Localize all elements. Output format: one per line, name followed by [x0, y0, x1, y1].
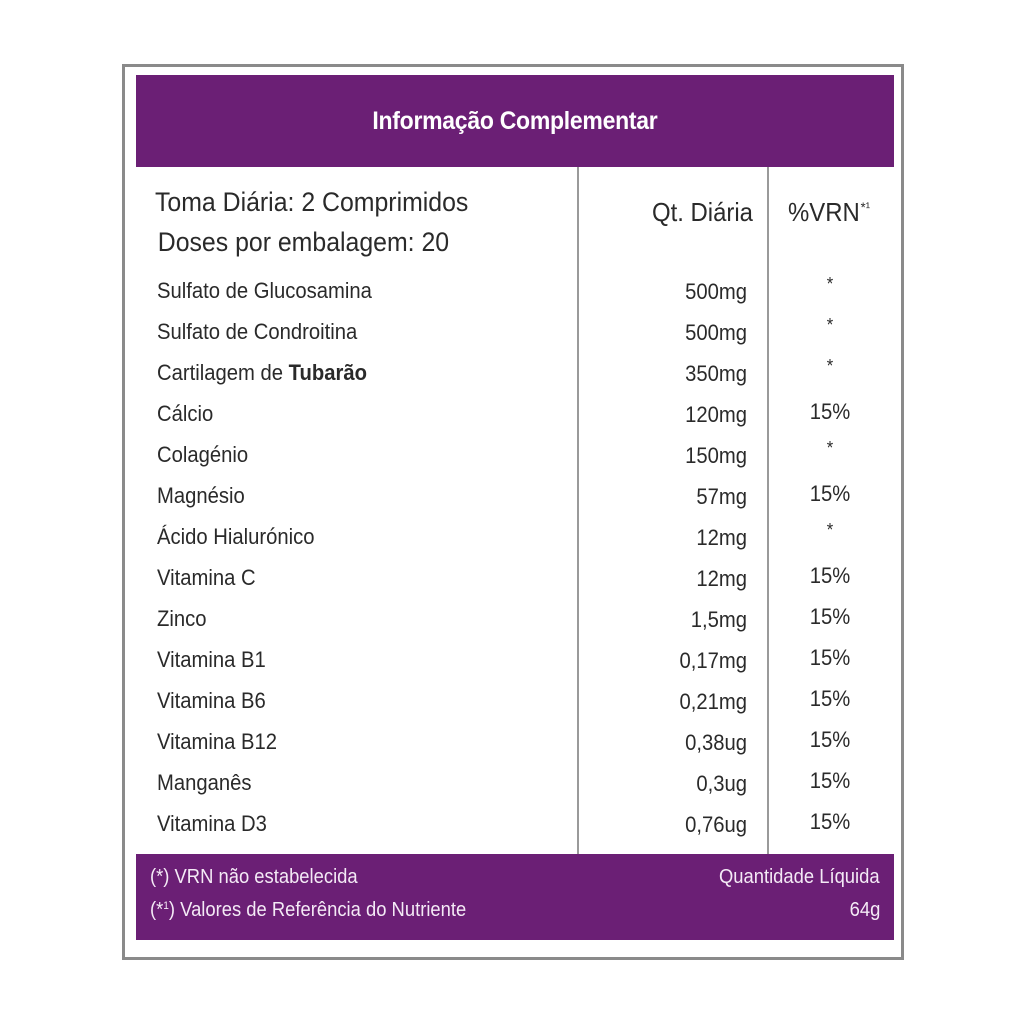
nutrient-name: Vitamina B1: [157, 647, 266, 672]
table-row: [125, 559, 901, 600]
nutrient-name: Magnésio: [157, 483, 245, 508]
nutrient-name: Ácido Hialurónico: [157, 524, 315, 549]
table-row: [125, 354, 901, 395]
nutrient-vrn: 15%: [809, 604, 851, 629]
panel-footer: [136, 854, 894, 940]
net-quantity-value: 64g: [849, 899, 880, 921]
table-row: [125, 641, 901, 682]
nutrient-name: Sulfato de Glucosamina: [157, 278, 372, 303]
nutrient-vrn: 15%: [809, 563, 851, 588]
nutrient-name: [157, 360, 367, 386]
nutrient-quantity: 12mg: [696, 566, 747, 591]
nutrient-quantity: 1,5mg: [690, 607, 747, 632]
table-row: [125, 477, 901, 518]
nutrition-info-panel: [122, 64, 904, 960]
table-row: [125, 395, 901, 436]
nutrient-quantity: 120mg: [685, 402, 747, 427]
table-row: [125, 764, 901, 805]
nutrient-name: Vitamina B12: [157, 729, 278, 754]
nutrient-vrn: 15%: [809, 727, 851, 752]
table-row: [125, 436, 901, 477]
nutrient-quantity: 0,21mg: [679, 689, 747, 714]
nutrient-name: Vitamina C: [157, 565, 256, 590]
table-row: [125, 805, 901, 846]
nutrient-name: Sulfato de Condroitina: [157, 319, 358, 344]
nutrient-name: Vitamina B6: [157, 688, 266, 713]
table-row: [125, 600, 901, 641]
doses-per-pack-text: Doses por embalagem: 20: [157, 227, 450, 257]
serving-info: [155, 182, 468, 262]
table-row: [125, 313, 901, 354]
nutrient-quantity: 0,38ug: [685, 730, 747, 755]
nutrient-name: Vitamina D3: [157, 811, 267, 836]
table-row: [125, 518, 901, 559]
footnote-sup: 1: [163, 900, 169, 912]
footnote-open: (*: [150, 899, 164, 921]
nutrient-name-prefix: Cartilagem de: [157, 360, 289, 385]
nutrient-vrn: *: [826, 315, 834, 335]
column-header-quantity: Qt. Diária: [651, 197, 753, 227]
nutrient-vrn: 15%: [809, 768, 851, 793]
table-row: [125, 723, 901, 764]
nutrient-quantity: 150mg: [685, 443, 747, 468]
nutrient-name: Manganês: [157, 770, 252, 795]
nutrient-vrn: *: [826, 274, 834, 294]
nutrient-vrn: *: [826, 520, 834, 540]
vrn-label: %VRN: [787, 197, 860, 227]
nutrient-quantity: 0,76ug: [685, 812, 747, 837]
nutrient-vrn: 15%: [809, 686, 851, 711]
nutrient-quantity: 12mg: [696, 525, 747, 550]
nutrient-vrn: *: [826, 356, 834, 376]
nutrient-quantity: 500mg: [685, 279, 747, 304]
nutrient-name: Colagénio: [157, 442, 249, 467]
vrn-footnote-marker: *¹: [860, 199, 870, 215]
nutrient-quantity: 0,17mg: [679, 648, 747, 673]
table-row: [125, 682, 901, 723]
panel-header: [136, 75, 894, 167]
nutrient-quantity: 500mg: [685, 320, 747, 345]
footnote-vrn-not-established: (*) VRN não estabelecida: [150, 866, 358, 888]
net-quantity-label: Quantidade Líquida: [719, 866, 880, 888]
nutrient-quantity: 350mg: [685, 361, 747, 386]
footnote-vrn-definition: [150, 899, 466, 922]
column-header-vrn: [774, 197, 884, 228]
nutrient-table: [125, 272, 901, 846]
nutrient-quantity: 57mg: [696, 484, 747, 509]
nutrient-quantity: 0,3ug: [696, 771, 747, 796]
nutrient-name: Cálcio: [157, 401, 214, 426]
nutrient-vrn: 15%: [809, 809, 851, 834]
footnote-text: ) Valores de Referência do Nutriente: [168, 899, 467, 921]
nutrient-name-bold: Tubarão: [288, 360, 367, 385]
daily-dose-text: Toma Diária: 2 Comprimidos: [155, 187, 469, 217]
nutrient-vrn: *: [826, 438, 834, 458]
nutrient-name: Zinco: [157, 606, 207, 631]
table-row: [125, 272, 901, 313]
nutrient-vrn: 15%: [809, 399, 851, 424]
panel-title: Informação Complementar: [372, 106, 658, 135]
nutrient-vrn: 15%: [809, 481, 851, 506]
nutrient-vrn: 15%: [809, 645, 851, 670]
